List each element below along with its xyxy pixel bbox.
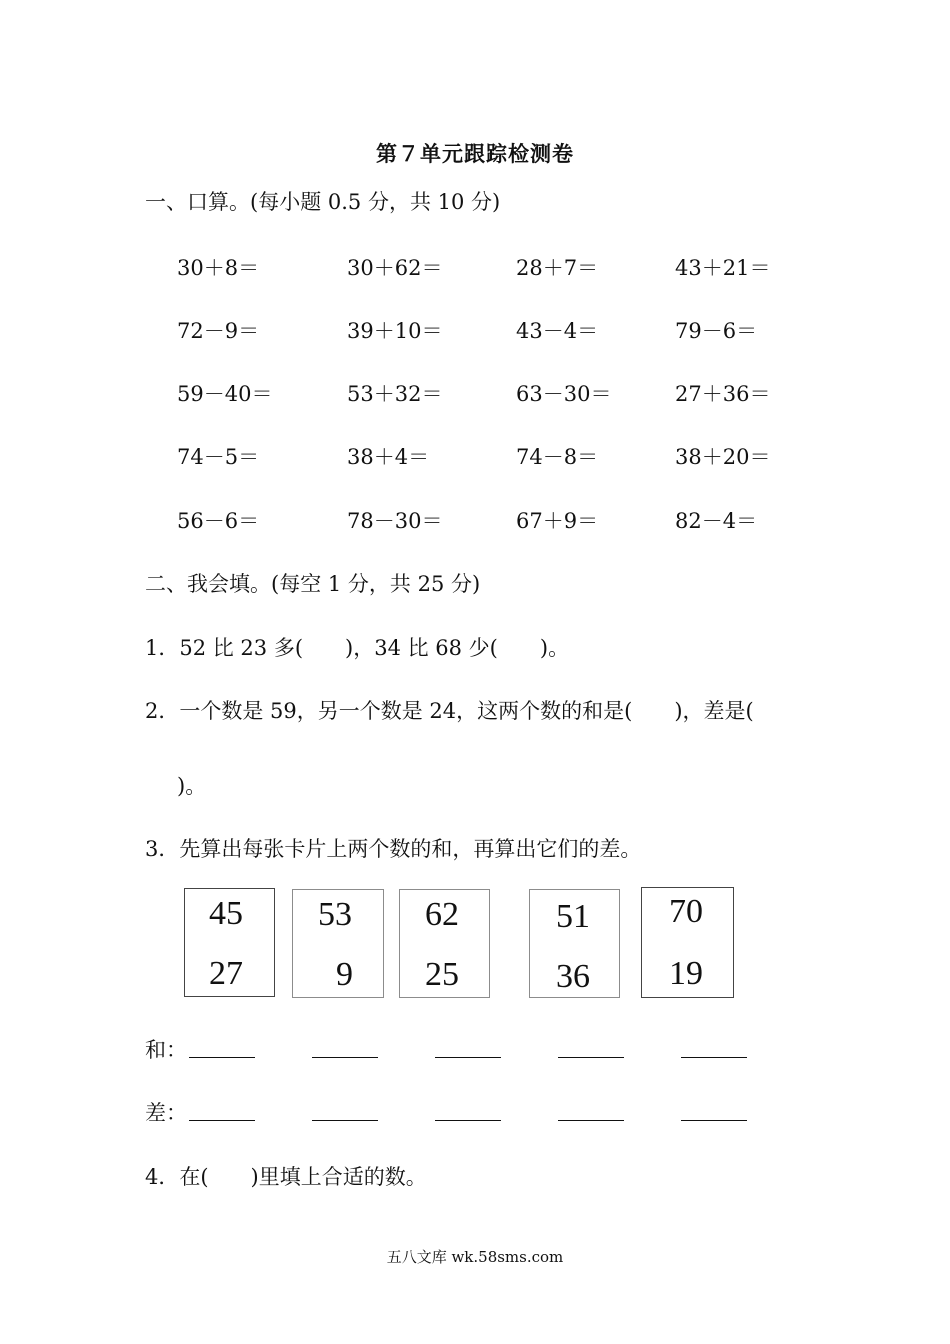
answer-blank-sum[interactable] xyxy=(312,1057,378,1058)
calc-item: 38＋20＝ xyxy=(675,445,771,469)
question-4: 4．在( )里填上合适的数。 xyxy=(145,1165,427,1189)
question-2-line-2: )。 xyxy=(177,774,207,798)
page-title: 第７单元跟踪检测卷 xyxy=(376,141,574,166)
calc-item: 74－5＝ xyxy=(177,445,260,469)
calc-item: 27＋36＝ xyxy=(675,382,771,406)
answer-blank-difference[interactable] xyxy=(189,1120,255,1121)
answer-blank-difference[interactable] xyxy=(435,1120,501,1121)
answer-blank-difference[interactable] xyxy=(681,1120,747,1121)
calc-item: 30＋62＝ xyxy=(347,256,443,280)
card-top-number: 53 xyxy=(318,896,352,933)
calc-item: 30＋8＝ xyxy=(177,256,260,280)
calc-item: 78－30＝ xyxy=(347,509,443,533)
number-card xyxy=(641,887,734,998)
calc-item: 38＋4＝ xyxy=(347,445,430,469)
section-2-heading: 二、我会填。(每空 1 分，共 25 分) xyxy=(145,572,481,596)
answer-blank-difference[interactable] xyxy=(312,1120,378,1121)
calc-item: 63－30＝ xyxy=(516,382,612,406)
card-bottom-number: 36 xyxy=(556,958,590,995)
card-bottom-number: 19 xyxy=(669,955,703,992)
question-1: 1．52 比 23 多( )，34 比 68 少( )。 xyxy=(145,636,570,660)
card-bottom-number: 25 xyxy=(425,956,459,993)
footer-watermark: 五八文库 wk.58sms.com xyxy=(386,1248,564,1266)
number-card xyxy=(184,888,275,997)
calc-item: 28＋7＝ xyxy=(516,256,599,280)
calc-item: 43－4＝ xyxy=(516,319,599,343)
calc-item: 43＋21＝ xyxy=(675,256,771,280)
calc-item: 56－6＝ xyxy=(177,509,260,533)
calc-item: 74－8＝ xyxy=(516,445,599,469)
card-top-number: 51 xyxy=(556,898,590,935)
calc-item: 59－40＝ xyxy=(177,382,273,406)
answer-blank-difference[interactable] xyxy=(558,1120,624,1121)
calc-item: 53＋32＝ xyxy=(347,382,443,406)
difference-label: 差： xyxy=(145,1101,187,1125)
answer-blank-sum[interactable] xyxy=(681,1057,747,1058)
calc-item: 72－9＝ xyxy=(177,319,260,343)
card-bottom-number: 9 xyxy=(336,956,353,993)
card-top-number: 62 xyxy=(425,896,459,933)
card-top-number: 70 xyxy=(669,893,703,930)
number-card xyxy=(399,889,490,998)
calc-item: 67＋9＝ xyxy=(516,509,599,533)
number-card xyxy=(292,889,384,998)
calc-item: 79－6＝ xyxy=(675,319,758,343)
number-card xyxy=(529,889,620,998)
calc-item: 39＋10＝ xyxy=(347,319,443,343)
sum-label: 和： xyxy=(145,1038,187,1062)
calc-item: 82－4＝ xyxy=(675,509,758,533)
section-1-heading: 一、口算。(每小题 0.5 分，共 10 分) xyxy=(145,190,501,214)
question-3: 3．先算出每张卡片上两个数的和，再算出它们的差。 xyxy=(145,837,642,861)
question-2-line-1: 2．一个数是 59，另一个数是 24，这两个数的和是( )，差是( xyxy=(145,699,754,723)
answer-blank-sum[interactable] xyxy=(558,1057,624,1058)
card-bottom-number: 27 xyxy=(209,955,243,992)
answer-blank-sum[interactable] xyxy=(189,1057,255,1058)
answer-blank-sum[interactable] xyxy=(435,1057,501,1058)
card-top-number: 45 xyxy=(209,895,243,932)
